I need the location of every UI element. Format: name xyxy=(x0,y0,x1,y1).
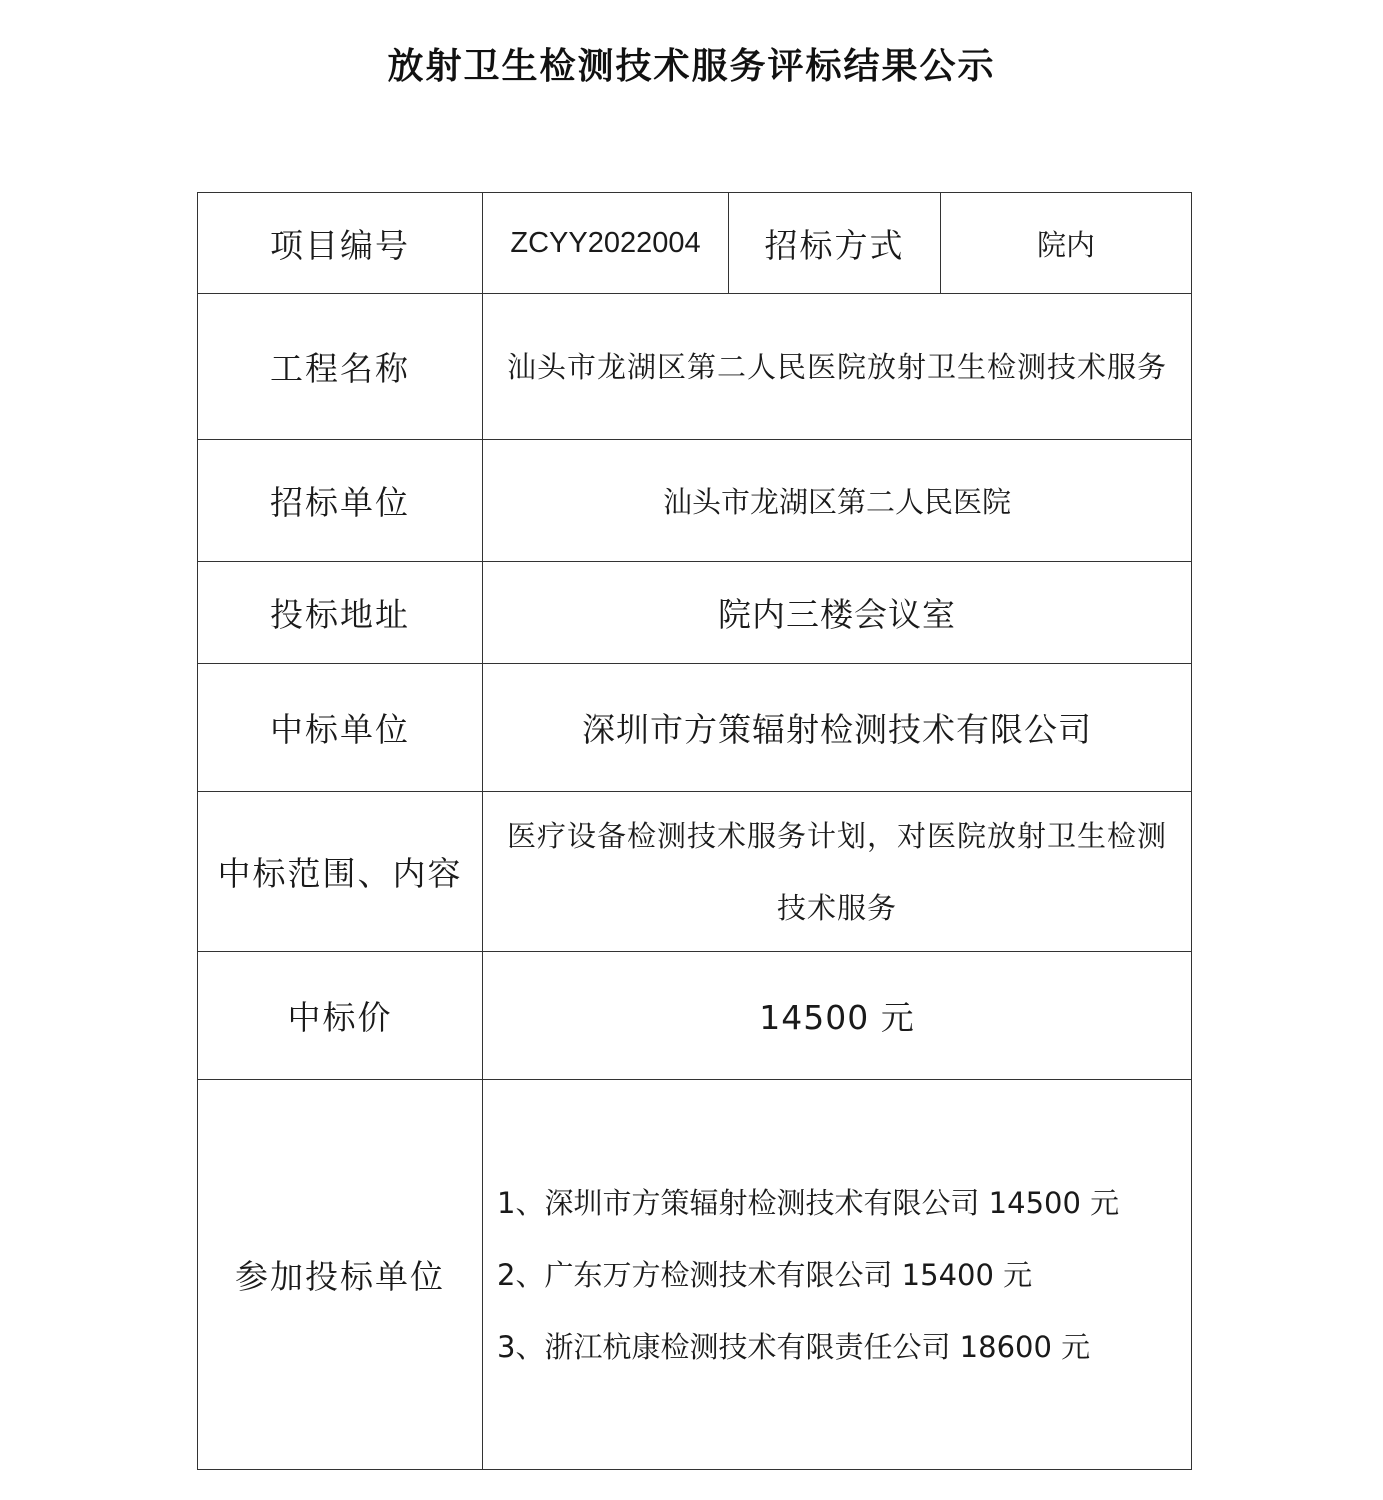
bid-address-label: 投标地址 xyxy=(198,562,483,664)
table-row xyxy=(198,440,1192,562)
table-row xyxy=(198,664,1192,792)
table-row xyxy=(198,193,1192,294)
project-name-value: 汕头市龙湖区第二人民医院放射卫生检测技术服务 xyxy=(483,294,1192,440)
winner-value: 深圳市方策辐射检测技术有限公司 xyxy=(483,664,1192,792)
price-value: 14500 元 xyxy=(483,952,1192,1080)
tender-unit-label: 招标单位 xyxy=(198,440,483,562)
bidders-list xyxy=(483,1080,1192,1470)
scope-label: 中标范围、内容 xyxy=(198,792,483,952)
table-row xyxy=(198,294,1192,440)
result-table xyxy=(197,192,1192,1470)
bid-address-value: 院内三楼会议室 xyxy=(483,562,1192,664)
bidder-item: 2、广东万方检测技术有限公司 15400 元 xyxy=(497,1257,1033,1292)
winner-label: 中标单位 xyxy=(198,664,483,792)
bidders-label: 参加投标单位 xyxy=(198,1080,483,1470)
table-row xyxy=(198,792,1192,952)
tender-unit-value: 汕头市龙湖区第二人民医院 xyxy=(483,440,1192,562)
page-title: 放射卫生检测技术服务评标结果公示 xyxy=(387,46,996,87)
price-label: 中标价 xyxy=(198,952,483,1080)
project-name-label: 工程名称 xyxy=(198,294,483,440)
table-row xyxy=(198,1080,1192,1470)
bid-method-value: 院内 xyxy=(941,193,1192,294)
table-row xyxy=(198,952,1192,1080)
bid-method-label: 招标方式 xyxy=(729,193,941,294)
table-row xyxy=(198,562,1192,664)
scope-value: 医疗设备检测技术服务计划，对医院放射卫生检测技术服务 xyxy=(483,792,1192,952)
project-no-value: ZCYY2022004 xyxy=(483,193,729,294)
bidder-item: 1、深圳市方策辐射检测技术有限公司 14500 元 xyxy=(497,1185,1120,1220)
bidder-item: 3、浙江杭康检测技术有限责任公司 18600 元 xyxy=(497,1329,1091,1364)
project-no-label: 项目编号 xyxy=(198,193,483,294)
